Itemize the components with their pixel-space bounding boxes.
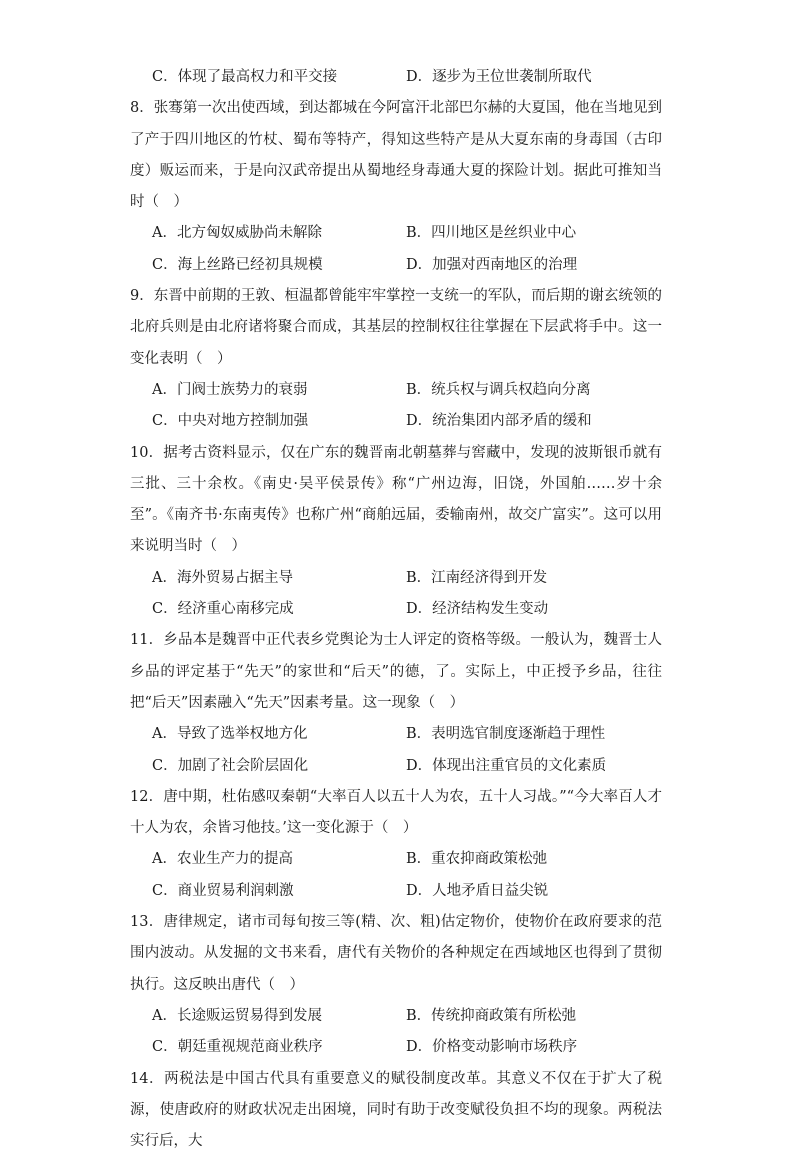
question-10 [130,438,662,626]
option-b: B．表明选官制度逐渐趋于理性 [406,719,662,750]
question-stem: 10．据考古资料显示，仅在广东的魏晋南北朝墓葬与窖藏中，发现的波斯银币就有三批、三十余枚。《南史·吴平侯景传》称“广州边海，旧饶，外国舶……岁十余至”。《南齐书·东南夷传》也称广州“商舶远届，委输南州，故交广富实”。这可以用来说明当时（ ） [130,438,662,563]
option-c: C．海上丝路已经初具规模 [152,250,406,281]
option-d: D．统治集团内部矛盾的缓和 [406,406,662,437]
question-7-tail [130,62,662,93]
question-stem: 12．唐中期，杜佑感叹秦朝“大率百人以五十人为农，五十人习战。”“今大率百人才十人为农，余皆习他技。’这一变化源于（ ） [130,782,662,845]
option-b: B．传统抑商政策有所松弛 [406,1001,662,1032]
options [130,62,662,93]
question-9 [130,281,662,437]
options [130,375,662,438]
question-stem: 14．两税法是中国古代具有重要意义的赋役制度改革。其意义不仅在于扩大了税源，使唐政府的财政状况走出困境，同时有助于改变赋役负担不均的现象。两税法实行后，大 [130,1064,662,1157]
option-b: B．统兵权与调兵权趋向分离 [406,375,662,406]
options [130,563,662,626]
option-c: C．加剧了社会阶层固化 [152,751,406,782]
question-8 [130,93,662,281]
option-a: A．导致了选举权地方化 [152,719,406,750]
option-d: D．价格变动影响市场秩序 [406,1032,662,1063]
option-c: C．朝廷重视规范商业秩序 [152,1032,406,1063]
option-d: D．加强对西南地区的治理 [406,250,662,281]
option-a: A．北方匈奴威胁尚未解除 [152,218,406,249]
question-stem: 8．张骞第一次出使西域，到达都城在今阿富汗北部巴尔赫的大夏国，他在当地见到了产于四川地区的竹杖、蜀布等特产，得知这些特产是从大夏东南的身毒国（古印度）贩运而来，于是向汉武帝提出从蜀地经身毒通大夏的探险计划。据此可推知当时（ ） [130,93,662,218]
options [130,844,662,907]
question-14 [130,1064,662,1157]
question-12 [130,782,662,907]
option-d: D．经济结构发生变动 [406,594,662,625]
options [130,218,662,281]
option-d: D．体现出注重官员的文化素质 [406,751,662,782]
option-a: A．门阀士族势力的衰弱 [152,375,406,406]
option-c: C．经济重心南移完成 [152,594,406,625]
question-11 [130,625,662,781]
option-b: B．四川地区是丝织业中心 [406,218,662,249]
option-c: C．体现了最高权力和平交接 [152,62,406,93]
option-b: B．江南经济得到开发 [406,563,662,594]
option-a: A．农业生产力的提高 [152,844,406,875]
option-d: D．人地矛盾日益尖锐 [406,876,662,907]
question-stem: 9．东晋中前期的王敦、桓温都曾能牢牢掌控一支统一的军队，而后期的谢玄统领的北府兵则是由北府诸将聚合而成，其基层的控制权往往掌握在下层武将手中。这一变化表明（ ） [130,281,662,375]
option-d: D．逐步为王位世袭制所取代 [406,62,662,93]
question-stem: 11．乡品本是魏晋中正代表乡党舆论为士人评定的资格等级。一般认为，魏晋士人乡品的评定基于“先天”的家世和“后天”的德，了。实际上，中正授予乡品，往往把“后天”因素融入“先天”因素考量。这一现象（ ） [130,625,662,719]
options [130,719,662,782]
option-a: A．海外贸易占据主导 [152,563,406,594]
option-a: A．长途贩运贸易得到发展 [152,1001,406,1032]
question-stem: 13．唐律规定，诸市司每旬按三等(精、次、粗)估定物价，使物价在政府要求的范围内波动。从发掘的文书来看，唐代有关物价的各种规定在西域地区也得到了贯彻执行。这反映出唐代（ ） [130,907,662,1001]
options [130,1001,662,1064]
question-13 [130,907,662,1063]
option-c: C．商业贸易利润刺激 [152,876,406,907]
option-c: C．中央对地方控制加强 [152,406,406,437]
option-b: B．重农抑商政策松弛 [406,844,662,875]
